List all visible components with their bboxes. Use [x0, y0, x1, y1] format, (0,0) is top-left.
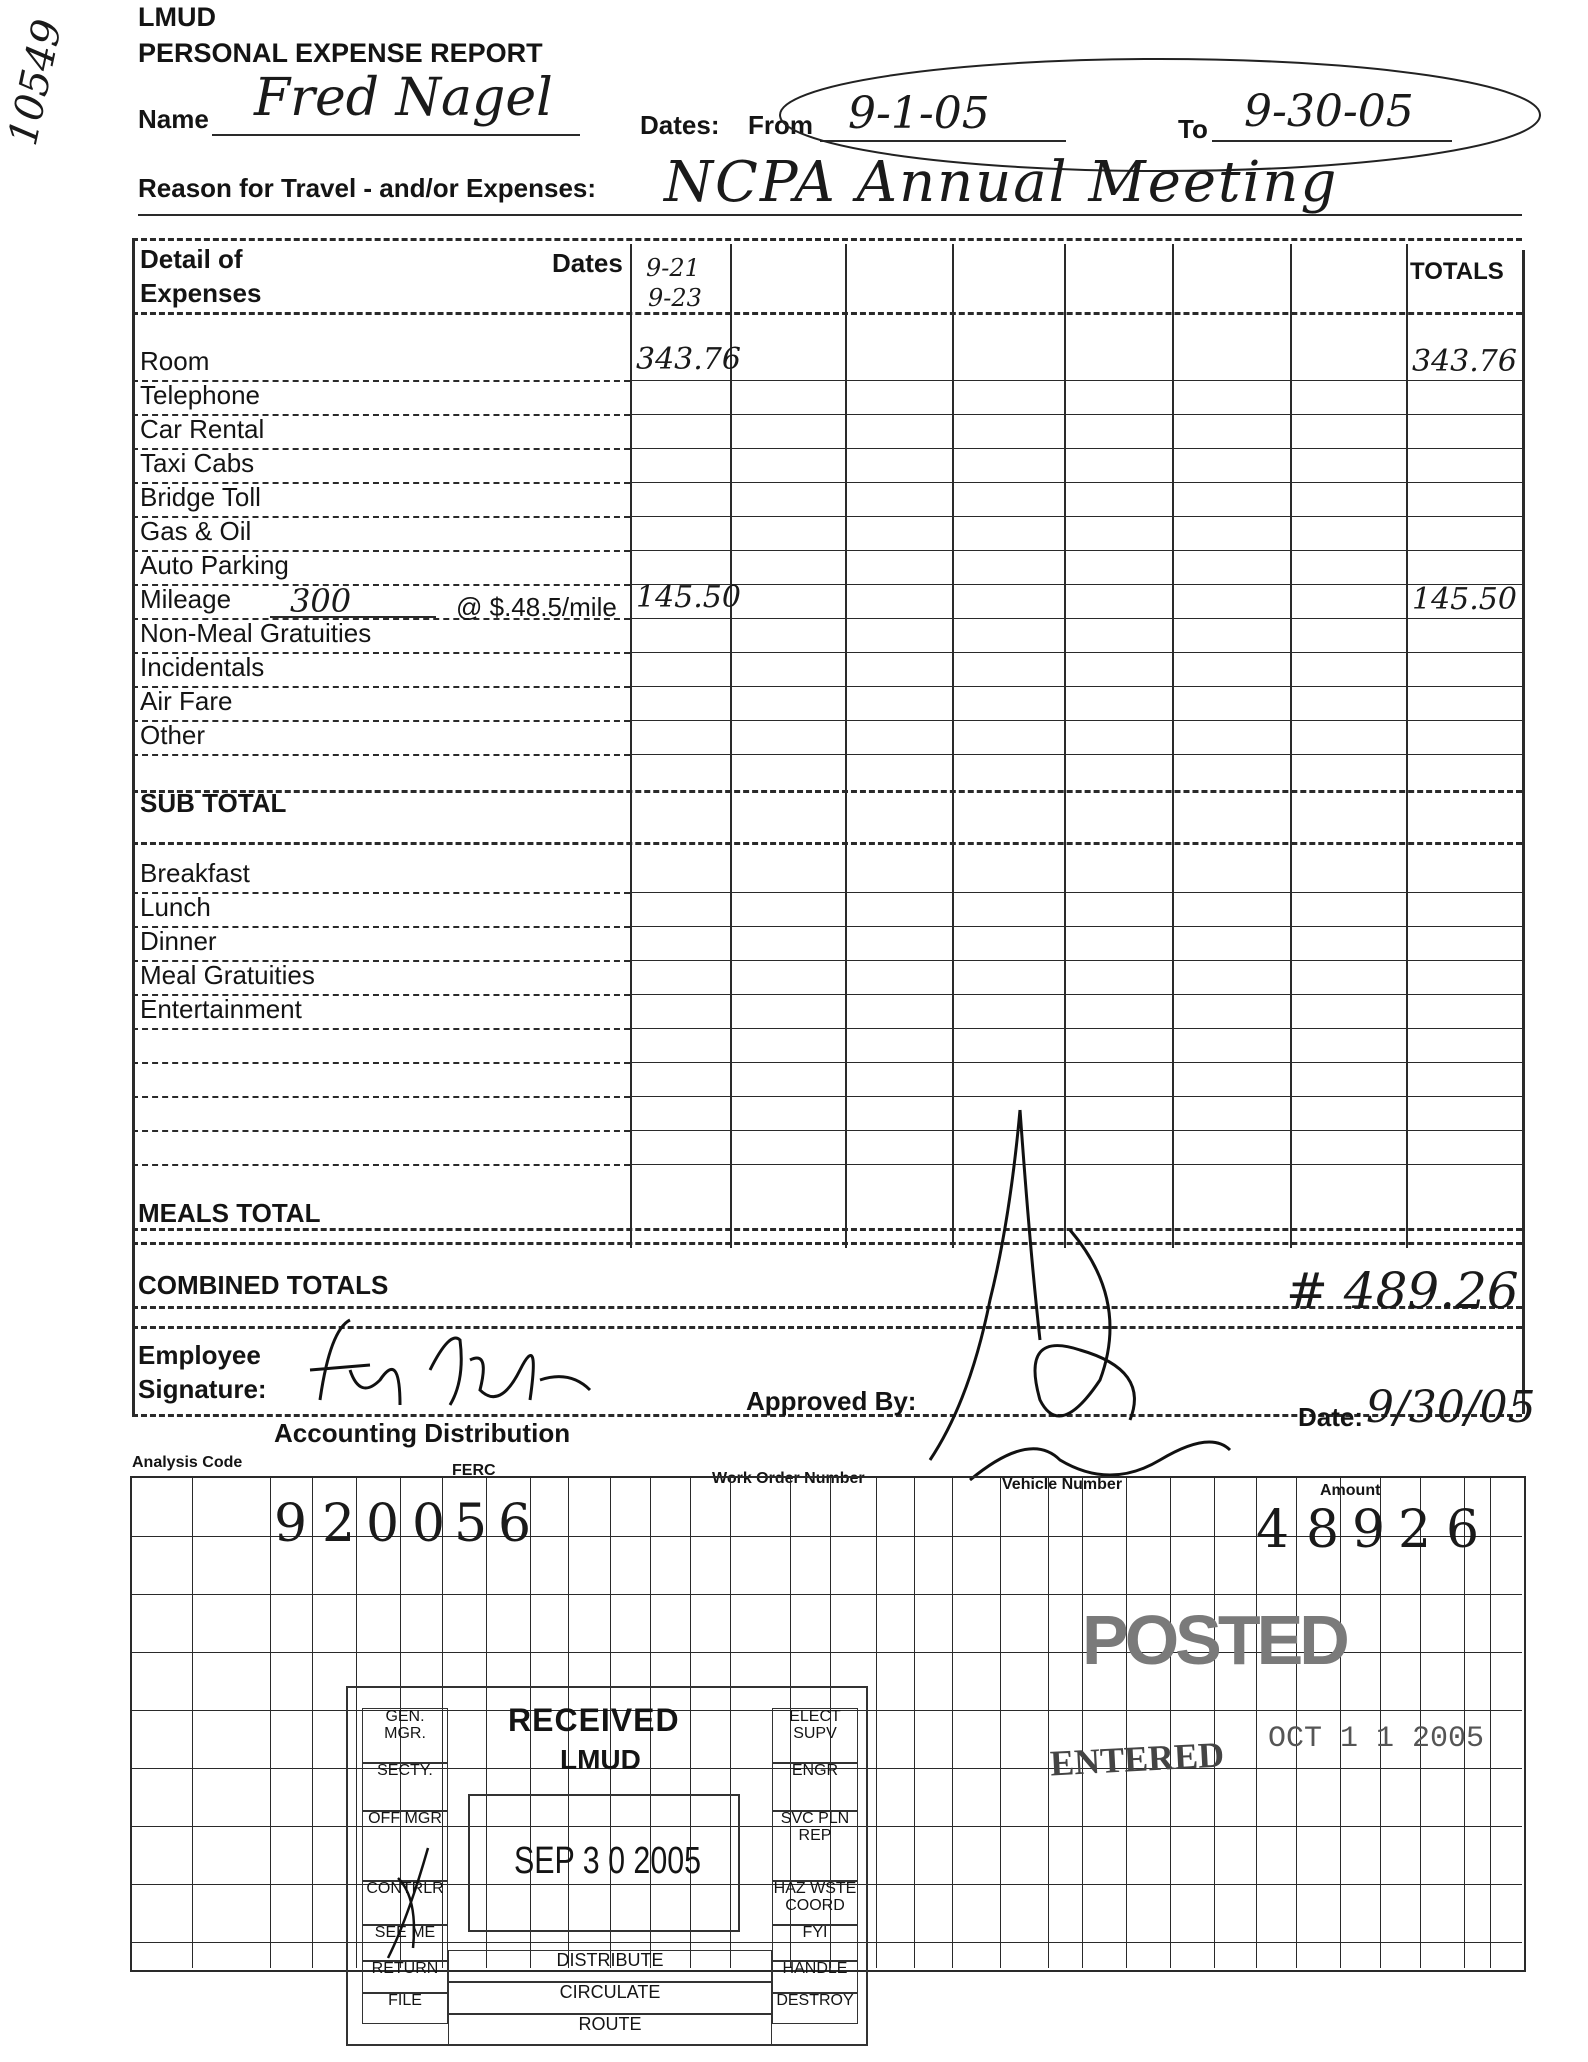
meal-row-rule — [132, 1130, 630, 1132]
name-label: Name — [138, 104, 209, 134]
ferc-digit[interactable]: 9 — [274, 1494, 308, 1554]
amount-digit[interactable]: 6 — [1446, 1500, 1480, 1560]
received-title: RECEIVED — [508, 1702, 680, 1738]
stamp-initials-mark — [368, 1838, 448, 1968]
to-label: To — [1178, 114, 1208, 144]
col1-dates-1[interactable]: 9-21 — [646, 254, 700, 282]
stamp-routing-box: HANDLE — [772, 1960, 858, 1994]
amount-label: Amount — [1320, 1482, 1381, 1499]
approved-by-label: Approved By: — [746, 1386, 917, 1416]
expense-row-gridline — [630, 754, 1522, 755]
combined-totals-label: COMBINED TOTALS — [138, 1270, 389, 1300]
margin-file-number: 10549 — [0, 15, 72, 150]
approver-signature — [910, 1100, 1240, 1540]
column-divider — [952, 244, 954, 1248]
approval-date-value[interactable]: 9/30/05 — [1366, 1382, 1536, 1433]
expense-row-gridline — [630, 584, 1522, 585]
reason-value[interactable]: NCPA Annual Meeting — [664, 150, 1339, 215]
accounting-grid-row — [130, 1594, 1522, 1595]
entered-stamp: ENTERED — [1049, 1734, 1225, 1784]
meal-row-label: Meal Gratuities — [140, 960, 315, 990]
expense-row-gridline — [630, 380, 1522, 381]
meal-row-gridline — [630, 1028, 1522, 1029]
ferc-digit[interactable]: 6 — [498, 1494, 532, 1554]
expense-row-gridline — [630, 482, 1522, 483]
meals-total-label: MEALS TOTAL — [138, 1198, 321, 1228]
meal-row-label: Lunch — [140, 892, 211, 922]
expense-row-gridline — [630, 720, 1522, 721]
expense-row-label: Bridge Toll — [140, 482, 261, 512]
column-divider — [1290, 244, 1292, 1248]
stamp-routing-box: GEN. MGR. — [362, 1708, 448, 1764]
section-divider — [132, 790, 1522, 793]
expense-row-label: Gas & Oil — [140, 516, 252, 546]
expense-row-gridline — [630, 550, 1522, 551]
expense-row-label: Other — [140, 720, 206, 750]
stamp-routing-box: HAZ WSTE COORD — [772, 1880, 858, 1926]
expense-row-label: Telephone — [140, 380, 260, 410]
column-divider — [1172, 244, 1174, 1248]
column-divider — [845, 244, 847, 1248]
section-divider — [132, 238, 1522, 241]
accounting-grid-column — [1048, 1476, 1049, 1968]
meal-row-gridline — [630, 1062, 1522, 1063]
expense-row-col1-value[interactable]: 145.50 — [636, 580, 741, 615]
column-divider — [1064, 244, 1066, 1248]
expense-row-rule — [132, 754, 630, 756]
stamp-routing-box: DESTROY — [772, 1992, 858, 2024]
col1-dates-2[interactable]: 9-23 — [648, 284, 702, 312]
accounting-grid-column — [1000, 1476, 1001, 1968]
work-order-label: Work Order Number — [712, 1470, 865, 1487]
received-stamp — [346, 1686, 868, 2046]
expense-row-gridline — [630, 516, 1522, 517]
stamp-center-box: CIRCULATE — [448, 1982, 772, 2014]
meal-row-gridline — [630, 926, 1522, 927]
expense-row-rule — [132, 720, 630, 722]
expense-row-total-value[interactable]: 343.76 — [1412, 344, 1517, 379]
org-name: LMUD — [138, 2, 216, 32]
form-title: PERSONAL EXPENSE REPORT — [138, 38, 543, 68]
meal-row-rule — [132, 1096, 630, 1098]
stamp-center-box: DISTRIBUTE — [448, 1950, 772, 1982]
detail-header-2: Expenses — [140, 278, 262, 308]
expense-row-gridline — [630, 414, 1522, 415]
accounting-grid-column — [1214, 1476, 1215, 1968]
expense-row-col1-value[interactable]: 343.76 — [636, 342, 741, 377]
stamp-routing-box: SECTY. — [362, 1762, 448, 1812]
meal-row-gridline — [630, 960, 1522, 961]
stamp-routing-box: SEE ME — [362, 1924, 448, 1962]
ferc-digit[interactable]: 0 — [412, 1494, 446, 1554]
vehicle-number-label: Vehicle Number — [1002, 1476, 1123, 1493]
stamp-routing-box: ELECT SUPV — [772, 1708, 858, 1764]
name-value[interactable]: Fred Nagel — [254, 68, 553, 128]
stamp-routing-box: SVC PLN REP — [772, 1810, 858, 1882]
accounting-grid-column — [952, 1476, 953, 1968]
detail-header: Detail of — [140, 244, 243, 274]
employee-label: Employee — [138, 1340, 261, 1370]
meal-row-label: Breakfast — [140, 858, 250, 888]
dates-header: Dates — [552, 248, 623, 278]
expense-row-gridline — [630, 448, 1522, 449]
accounting-grid-column — [1082, 1476, 1083, 1968]
from-date-value[interactable]: 9-1-05 — [848, 88, 990, 139]
accounting-grid-column — [1490, 1476, 1491, 1968]
column-divider — [630, 244, 632, 1248]
accounting-grid-column — [876, 1476, 877, 1968]
to-date-value[interactable]: 9-30-05 — [1244, 86, 1414, 137]
accounting-grid-column — [1126, 1476, 1127, 1968]
date-label: Date: — [1298, 1402, 1364, 1432]
section-divider — [132, 1228, 1522, 1231]
expense-row-label: Non-Meal Gratuities — [140, 618, 372, 648]
from-label: From — [748, 110, 813, 140]
amount-digit[interactable]: 4 — [1256, 1500, 1290, 1560]
amount-digit[interactable]: 9 — [1352, 1500, 1386, 1560]
section-divider — [132, 1242, 1522, 1245]
received-date: SEP 3 0 2005 — [514, 1840, 702, 1882]
section-divider — [132, 842, 1522, 845]
meal-row-rule — [132, 1028, 630, 1030]
employee-signature — [290, 1310, 610, 1420]
meal-row-label: Dinner — [140, 926, 217, 956]
column-divider — [730, 244, 732, 1248]
ferc-label: FERC — [452, 1462, 496, 1479]
ferc-digit[interactable]: 2 — [322, 1494, 356, 1554]
expense-row-label: Mileage — [140, 584, 232, 614]
expense-row-label: Auto Parking — [140, 550, 289, 580]
mileage-value[interactable]: 300 — [290, 582, 352, 620]
meal-row-rule — [132, 1164, 630, 1166]
section-divider — [132, 312, 1522, 315]
expense-row-gridline — [630, 618, 1522, 619]
dates-label: Dates: — [640, 110, 720, 140]
received-org: LMUD — [560, 1744, 641, 1775]
column-divider — [1406, 244, 1408, 1248]
accounting-grid-column — [914, 1476, 915, 1968]
analysis-code-label: Analysis Code — [132, 1454, 243, 1471]
expense-row-gridline — [630, 652, 1522, 653]
stamp-center-box: ROUTE — [448, 2014, 772, 2046]
posted-stamp: POSTED — [1082, 1601, 1346, 1679]
stamp-routing-box: RETURN — [362, 1960, 448, 1994]
expense-row-label: Air Fare — [140, 686, 233, 716]
accounting-grid-column — [312, 1476, 313, 1968]
stamp-routing-box: OFF MGR — [362, 1810, 448, 1882]
expense-row-label: Incidentals — [140, 652, 265, 682]
reason-label: Reason for Travel - and/or Expenses: — [138, 173, 597, 203]
meal-row-gridline — [630, 994, 1522, 995]
ferc-digit[interactable]: 5 — [454, 1494, 488, 1554]
entered-date-stamp: OCT 1 1 2005 — [1268, 1722, 1485, 1756]
combined-totals-value[interactable]: # 489.26 — [1286, 1262, 1519, 1320]
stamp-routing-box: FILE — [362, 1992, 448, 2024]
accounting-title: Accounting Distribution — [274, 1418, 571, 1448]
stamp-routing-box: ENGR — [772, 1762, 858, 1812]
mileage-rate: @ $.48.5/mile — [456, 592, 617, 622]
expense-row-gridline — [630, 686, 1522, 687]
meal-row-label: Entertainment — [140, 994, 302, 1024]
expense-row-label: Room — [140, 346, 210, 376]
accounting-grid-column — [192, 1476, 193, 1968]
expense-row-label: Taxi Cabs — [140, 448, 255, 478]
meal-row-rule — [132, 1062, 630, 1064]
expense-row-label: Car Rental — [140, 414, 265, 444]
meal-row-gridline — [630, 1096, 1522, 1097]
sub-total-label: SUB TOTAL — [140, 788, 287, 818]
accounting-grid-column — [270, 1476, 271, 1968]
amount-digit[interactable]: 2 — [1398, 1500, 1432, 1560]
stamp-routing-box: FYI — [772, 1924, 858, 1962]
meal-row-gridline — [630, 892, 1522, 893]
amount-digit[interactable]: 8 — [1306, 1500, 1340, 1560]
ferc-digit[interactable]: 0 — [366, 1494, 400, 1554]
expense-row-total-value[interactable]: 145.50 — [1412, 582, 1517, 617]
employee-label-2: Signature: — [138, 1374, 267, 1404]
stamp-routing-box: CONTRLR — [362, 1880, 448, 1926]
accounting-grid-column — [1170, 1476, 1171, 1968]
table-right-border — [1522, 250, 1525, 1414]
totals-header: TOTALS — [1410, 258, 1504, 285]
